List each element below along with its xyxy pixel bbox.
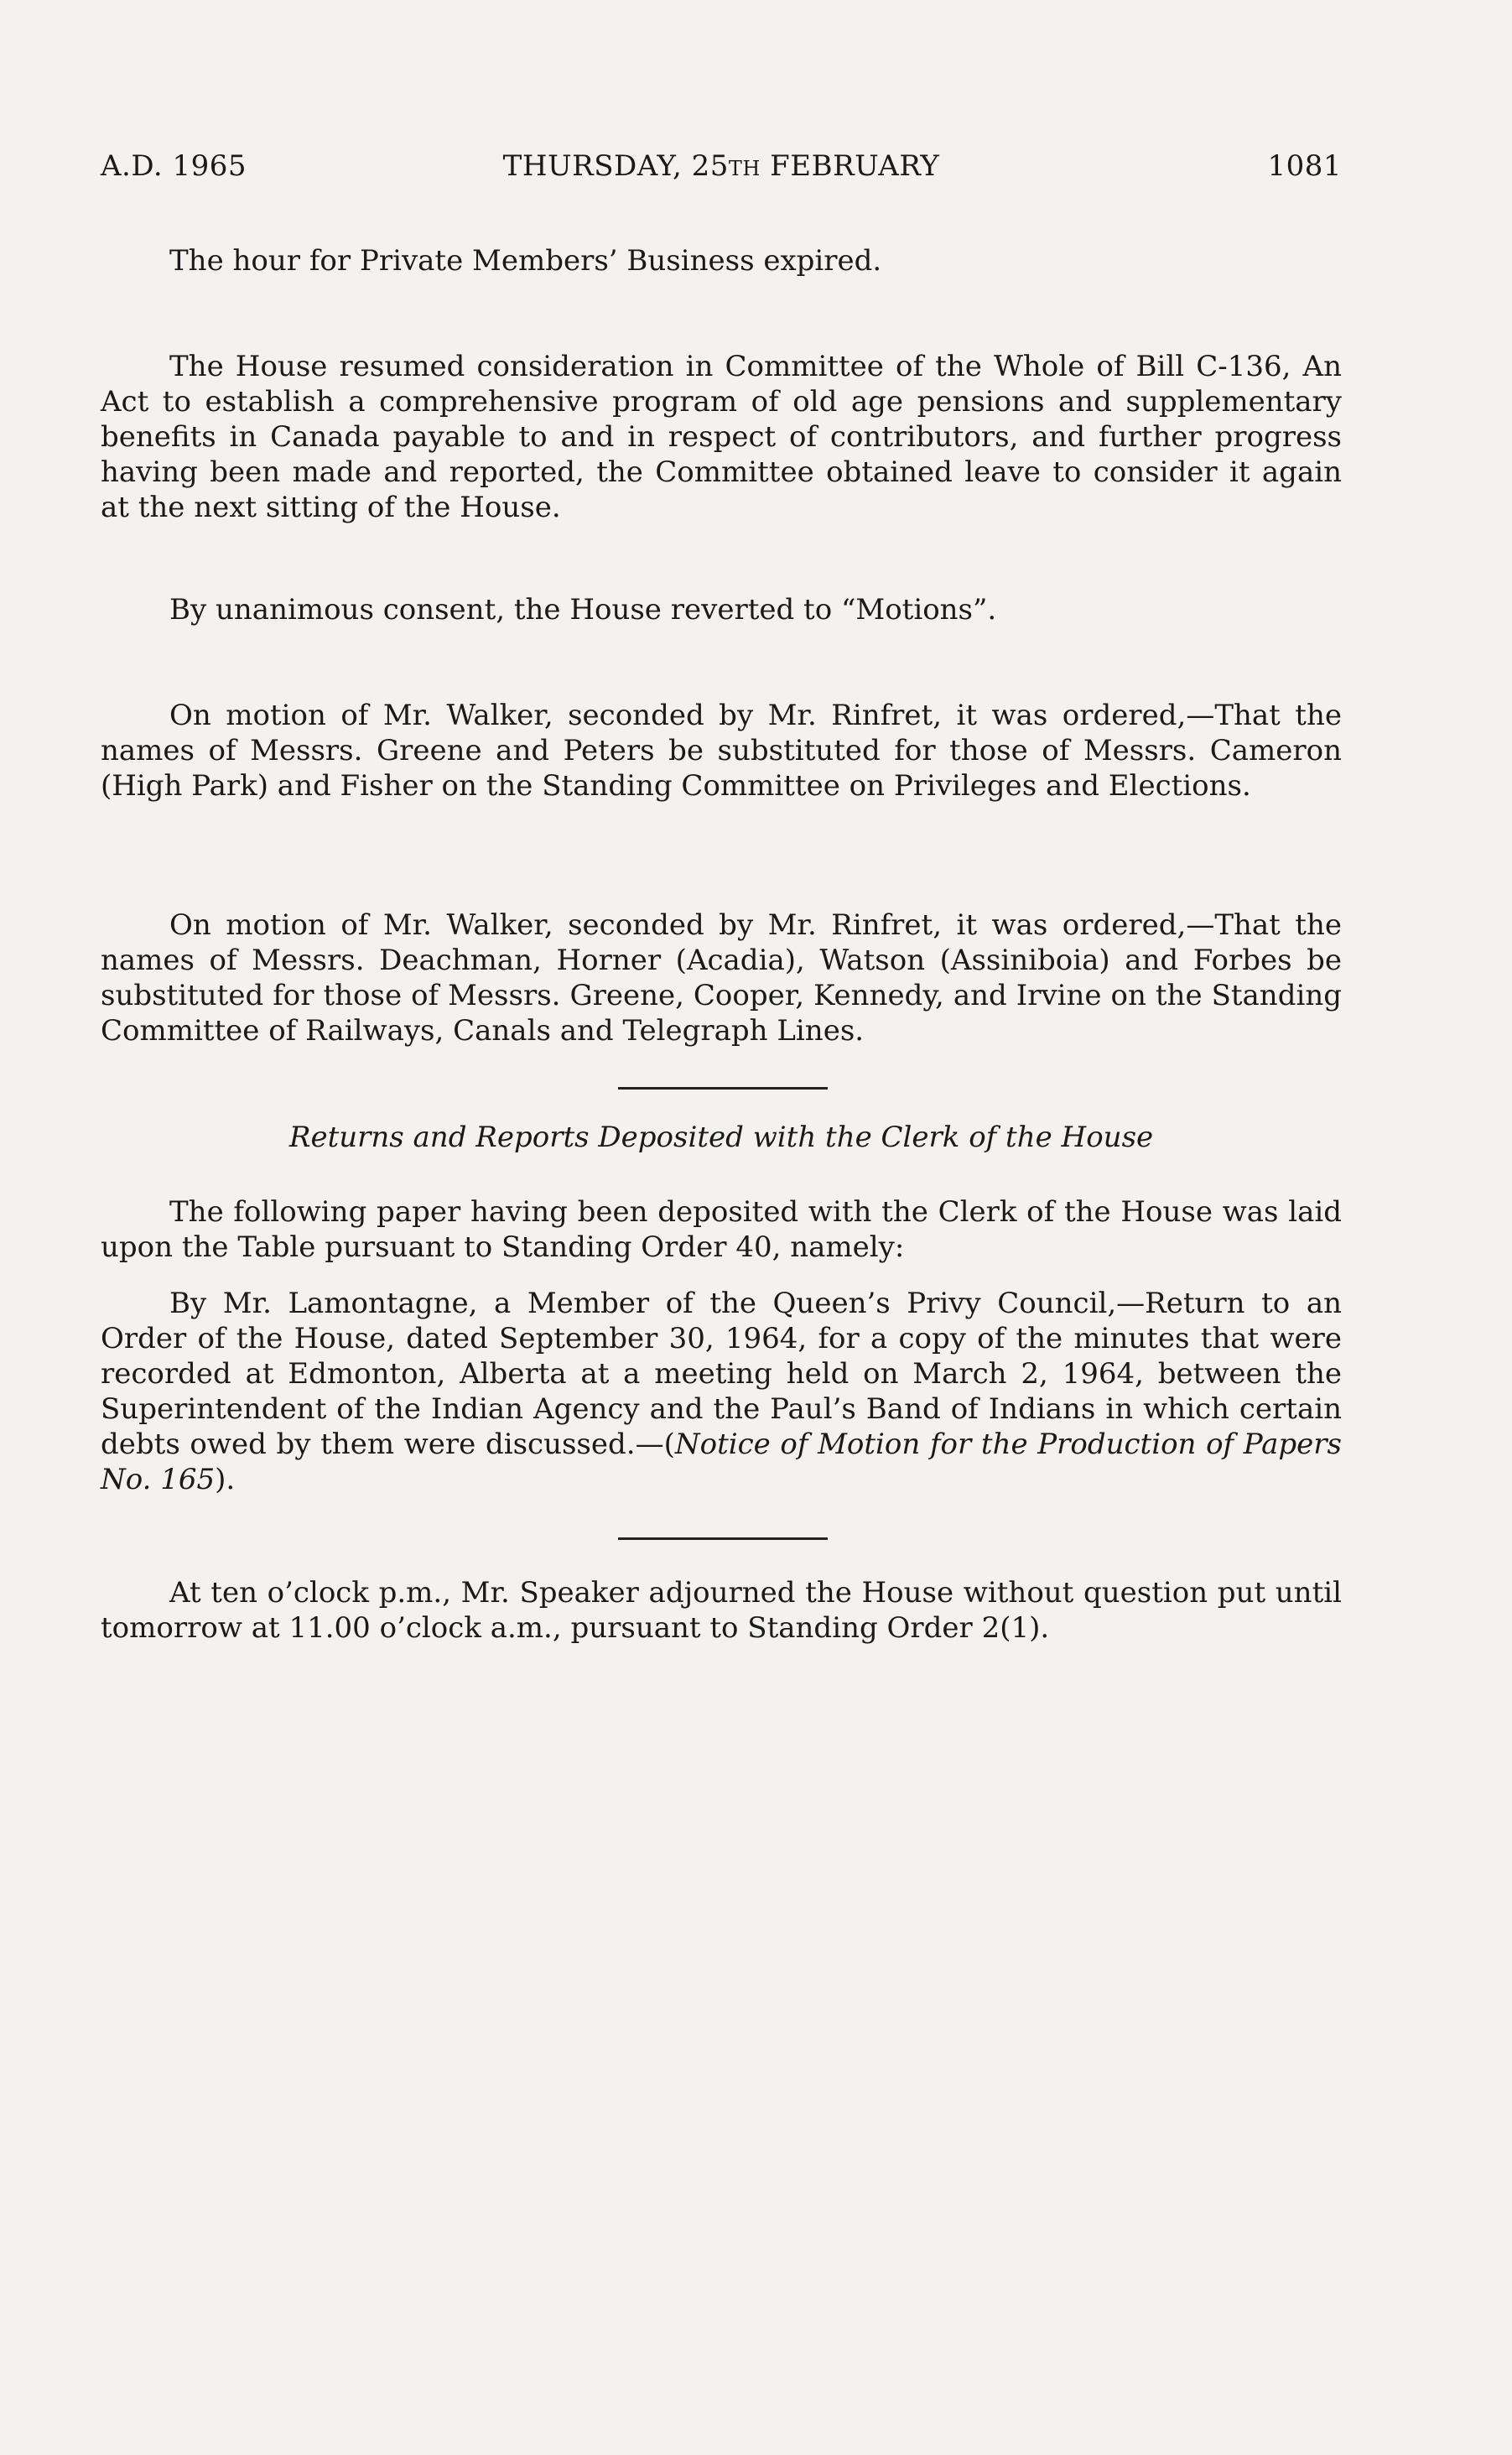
- section-divider: [618, 1087, 828, 1090]
- returns-section-title: Returns and Reports Deposited with the Clerk of the House: [288, 1121, 1154, 1154]
- paragraph-private-members: The hour for Private Members’ Business expired.: [169, 244, 882, 278]
- returns-item-end: ).: [215, 1463, 236, 1496]
- section-divider-lower: [618, 1537, 828, 1540]
- paragraph-motion-privileges: On motion of Mr. Walker, seconded by Mr. Rinfret, it was ordered,—That the names of Messrs. Greene and Peters be substituted for those of Messrs. Cameron (High Park) and Fisher on the Standing Committee on Privileges and Elections.: [101, 699, 1342, 803]
- paragraph-adjournment: At ten o’clock p.m., Mr. Speaker adjourned the House without question put until tomorrow at 11.00 o’clock a.m., pursuant to Standing Order 2(1).: [101, 1576, 1342, 1645]
- paragraph-bill-c136: The House resumed consideration in Committee of the Whole of Bill C-136, An Act to establish a comprehensive program of old age pensions and supplementary benefits in Canada payable to and in respect of contributors, and further progress having been made and reported, the Committee obtained leave to consider it again at the next sitting of the House.: [101, 350, 1342, 524]
- header-ordinal: th: [728, 149, 761, 183]
- returns-item: [101, 1286, 1342, 1497]
- returns-item-notice: Notice of Motion for the Production of Papers No. 165: [101, 1428, 1342, 1496]
- returns-item-text: By Mr. Lamontagne, a Member of the Queen’s Privy Council,—Return to an Order of the House, dated September 30, 1964, for a copy of the minutes that were recorded at Edmonton, Alberta at a meeting held on March 2, 1964, between the Superintendent of the Indian Agency and the Paul’s Band of Indians in which certain debts owed by them were discussed.—(: [101, 1287, 1342, 1461]
- paragraph-motions: By unanimous consent, the House reverted to “Motions”.: [169, 593, 997, 627]
- header-day: THURSDAY, 25: [502, 149, 729, 183]
- page-number: 1081: [1267, 149, 1342, 183]
- header-date: [101, 149, 1342, 183]
- returns-intro: The following paper having been deposited with the Clerk of the House was laid upon the Table pursuant to Standing Order 40, namely:: [101, 1195, 1342, 1264]
- header-year: A.D. 1965: [101, 149, 247, 183]
- header-month: FEBRUARY: [770, 149, 940, 183]
- paragraph-motion-railways: On motion of Mr. Walker, seconded by Mr. Rinfret, it was ordered,—That the names of Messrs. Deachman, Horner (Acadia), Watson (Assiniboia) and Forbes be substituted for those of Messrs. Greene, Cooper, Kennedy, and Irvine on the Standing Committee of Railways, Canals and Telegraph Lines.: [101, 908, 1342, 1048]
- page-header: [101, 149, 1342, 191]
